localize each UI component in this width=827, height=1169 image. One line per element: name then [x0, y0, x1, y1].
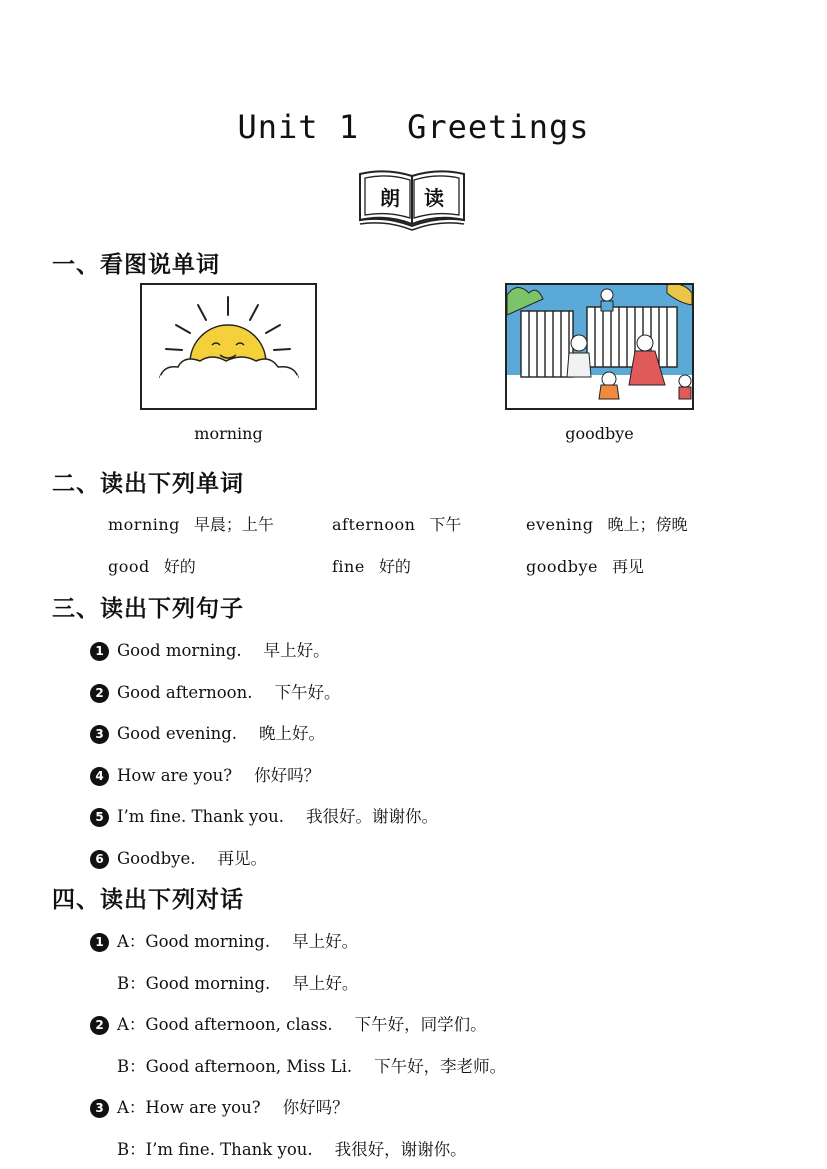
- vocab-item: morning 早晨；上午: [108, 515, 274, 534]
- vocab-item: evening 晚上；傍晚: [526, 515, 688, 534]
- morning-sun-illustration: [140, 283, 317, 410]
- vocab-item: good 好的: [108, 557, 196, 576]
- vocab-item: goodbye 再见: [526, 557, 645, 576]
- section-heading-2: 二、读出下列单词: [52, 471, 244, 497]
- sentence-item: 6 Goodbye. 再见。: [90, 845, 267, 869]
- sentence-item: 2 Good afternoon. 下午好。: [90, 679, 340, 703]
- sentence-item: 4 How are you? 你好吗？: [90, 762, 320, 786]
- picture-caption-left: morning: [194, 424, 263, 443]
- dialogue-line: B：Good afternoon, Miss Li. 下午好，李老师。: [117, 1057, 507, 1076]
- dialogue-line: B：Good morning. 早上好。: [117, 974, 359, 993]
- read-aloud-badge: [356, 168, 468, 232]
- dialogue-line: B：I’m fine. Thank you. 我很好，谢谢你。: [117, 1140, 467, 1159]
- school-gate-icon: [507, 285, 692, 408]
- sentence-item: 3 Good evening. 晚上好。: [90, 720, 325, 744]
- sentence-item: 1 Good morning. 早上好。: [90, 637, 330, 661]
- section-heading-4: 四、读出下列对话: [52, 887, 244, 913]
- badge-char-aloud: 读: [424, 186, 444, 210]
- dialogue-line: 3 A：How are you? 你好吗？: [90, 1094, 349, 1118]
- picture-caption-right: goodbye: [565, 424, 634, 443]
- vocab-item: fine 好的: [332, 557, 411, 576]
- badge-char-read: 朗: [380, 186, 400, 210]
- unit-number: Unit 1: [237, 108, 360, 146]
- dialogue-line: 1 A：Good morning. 早上好。: [90, 928, 358, 952]
- dialogue-line: 2 A：Good afternoon, class. 下午好，同学们。: [90, 1011, 487, 1035]
- section-heading-1: 一、看图说单词: [52, 252, 220, 278]
- vocab-item: afternoon 下午: [332, 515, 462, 534]
- sentence-item: 5 I’m fine. Thank you. 我很好。谢谢你。: [90, 803, 438, 827]
- page-title: [0, 108, 827, 146]
- unit-topic: Greetings: [407, 108, 590, 146]
- sun-icon: [142, 285, 315, 408]
- goodbye-illustration: [505, 283, 694, 410]
- section-heading-3: 三、读出下列句子: [52, 596, 244, 622]
